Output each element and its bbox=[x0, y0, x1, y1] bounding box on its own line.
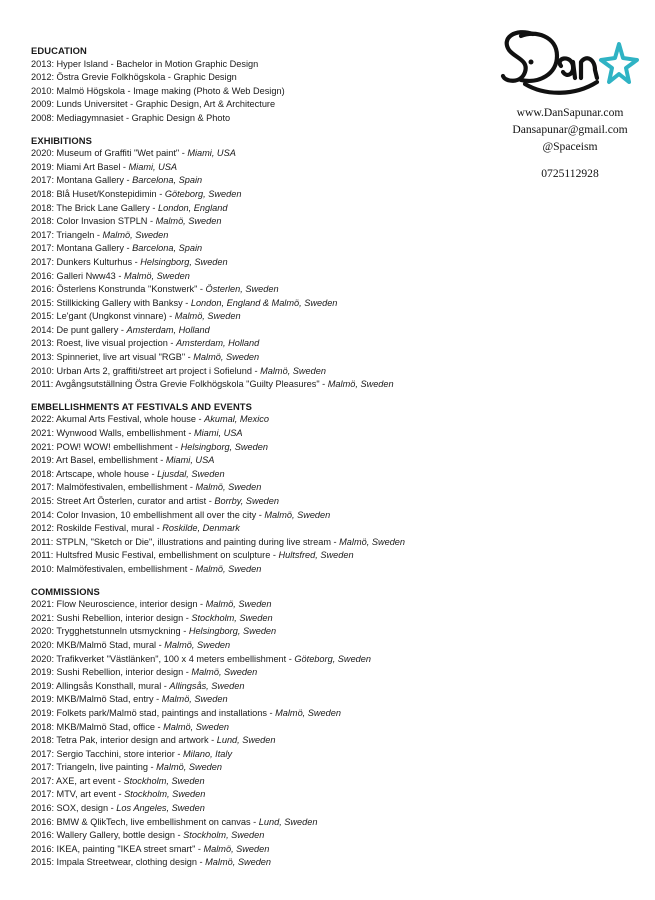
list-item bbox=[31, 147, 486, 161]
list-item bbox=[31, 413, 486, 427]
entry-text: 2015: Impala Streetwear, clothing design - bbox=[31, 857, 206, 868]
entry-text: 2022: Akumal Arts Festival, whole house - bbox=[31, 414, 205, 425]
entry-text: 2013: Spinneriet, live art visual "RGB" - bbox=[31, 352, 194, 363]
entry-text: 2017: Montana Gallery - bbox=[31, 175, 133, 186]
entry-place: Stockholm, Sweden bbox=[124, 789, 206, 800]
list-item bbox=[31, 112, 486, 126]
entry-place: London, England bbox=[158, 202, 228, 213]
entry-text: 2014: De punt gallery - bbox=[31, 324, 127, 335]
entry-text: 2018: Blå Huset/Konstepidimin - bbox=[31, 188, 165, 199]
entry-text: 2021: Flow Neuroscience, interior design - bbox=[31, 599, 206, 610]
entry-text: 2008: Mediagymnasiet - Graphic Design & Photo bbox=[31, 112, 231, 123]
entry-text: 2017: Malmöfestivalen, embellishment - bbox=[31, 482, 196, 493]
entry-text: 2019: Folkets park/Malmö stad, paintings and installations - bbox=[31, 707, 276, 718]
entry-text: 2010: Malmöfestivalen, embellishment - bbox=[31, 563, 196, 574]
entry-text: 2016: IKEA, painting "IKEA street smart" - bbox=[31, 843, 204, 854]
entry-place: Helsingborg, Sweden bbox=[188, 626, 277, 637]
entry-text: 2011: Hultsfred Music Festival, embellishment on sculpture - bbox=[31, 550, 279, 561]
list-item bbox=[31, 202, 486, 216]
entry-place: Stockholm, Sweden bbox=[191, 612, 273, 623]
entry-place: Akumal, Mexico bbox=[204, 414, 269, 425]
entry-place: Malmö, Sweden bbox=[174, 311, 241, 322]
entry-place: Miami, USA bbox=[165, 455, 215, 466]
section-education bbox=[31, 44, 486, 126]
dan-logo bbox=[495, 22, 645, 104]
section-embellishments bbox=[31, 400, 486, 577]
list-item bbox=[31, 816, 486, 830]
list-item bbox=[31, 242, 486, 256]
list-item bbox=[31, 283, 486, 297]
entry-place: London, England & Malmö, Sweden bbox=[190, 297, 338, 308]
section-exhibitions bbox=[31, 134, 486, 392]
entry-place: Malmö, Sweden bbox=[195, 482, 262, 493]
entry-text: 2013: Roest, live visual projection - bbox=[31, 338, 177, 349]
entry-place: Milano, Italy bbox=[183, 748, 233, 759]
entry-place: Malmö, Sweden bbox=[203, 843, 270, 854]
list-item bbox=[31, 337, 486, 351]
entry-place: Borrby, Sweden bbox=[214, 496, 280, 506]
section-commissions bbox=[31, 585, 486, 870]
list-item bbox=[31, 612, 486, 626]
list-item bbox=[31, 310, 486, 324]
list-item bbox=[31, 324, 486, 338]
list-item bbox=[31, 215, 486, 229]
entry-text: 2017: Triangeln - bbox=[31, 229, 103, 240]
list-item bbox=[31, 98, 486, 112]
section-title-commissions: COMMISSIONS bbox=[31, 585, 100, 597]
list-item bbox=[31, 693, 486, 707]
entry-text: 2016: BMW & QlikTech, live embellishment on canvas - bbox=[31, 816, 259, 827]
website-link[interactable]: www.DanSapunar.com bbox=[516, 106, 624, 119]
entry-place: Miami, USA bbox=[128, 161, 178, 172]
list-item bbox=[31, 549, 486, 563]
list-item bbox=[31, 666, 486, 680]
list-item bbox=[31, 58, 486, 72]
list-item bbox=[31, 522, 486, 536]
entry-place: Malmö, Sweden bbox=[161, 694, 228, 705]
entry-text: 2018: Artscape, whole house - bbox=[31, 468, 158, 479]
entry-place: Malmö, Sweden bbox=[191, 667, 258, 678]
embellishments-list bbox=[31, 413, 486, 576]
list-item bbox=[31, 761, 486, 775]
social-handle: @Spaceism bbox=[542, 140, 598, 153]
list-item bbox=[31, 427, 486, 441]
entry-text: 2013: Hyper Island - Bachelor in Motion Graphic Design bbox=[31, 58, 259, 69]
entry-text: 2021: Wynwood Walls, embellishment - bbox=[31, 428, 194, 439]
entry-place: Miami, USA bbox=[187, 148, 236, 159]
commissions-list bbox=[31, 598, 486, 870]
list-item bbox=[31, 856, 486, 870]
entry-place: Malmö, Sweden bbox=[205, 599, 272, 610]
entry-text: 2015: Stillkicking Gallery with Banksy - bbox=[31, 297, 191, 308]
entry-text: 2015: Street Art Österlen, curator and artist - bbox=[31, 496, 215, 506]
entry-text: 2018: The Brick Lane Gallery - bbox=[31, 202, 158, 213]
entry-place: Göteborg, Sweden bbox=[294, 653, 372, 664]
entry-text: 2017: Sergio Tacchini, store interior - bbox=[31, 748, 184, 759]
section-title-exhibitions: EXHIBITIONS bbox=[31, 134, 93, 146]
entry-place: Lund, Sweden bbox=[258, 816, 318, 827]
entry-text: 2021: POW! WOW! embellishment - bbox=[31, 441, 181, 452]
entry-text: 2020: Trygghetstunneln utsmyckning - bbox=[31, 626, 189, 637]
phone-number: 0725112928 bbox=[541, 167, 599, 180]
entry-text: 2017: Montana Gallery - bbox=[31, 243, 133, 254]
entry-text: 2014: Color Invasion, 10 embellishment all over the city - bbox=[31, 509, 265, 520]
entry-text: 2011: Avgångsutställning Östra Grevie Folkhögskola "Guilty Pleasures" - bbox=[31, 379, 328, 390]
list-item bbox=[31, 802, 486, 816]
list-item bbox=[31, 721, 486, 735]
list-item bbox=[31, 653, 486, 667]
entry-place: Malmö, Sweden bbox=[339, 536, 406, 547]
entry-text: 2019: Allingsås Konsthall, mural - bbox=[31, 680, 170, 691]
exhibitions-list bbox=[31, 147, 486, 392]
list-item bbox=[31, 85, 486, 99]
entry-text: 2010: Malmö Högskola - Image making (Photo & Web Design) bbox=[31, 85, 285, 96]
entry-place: Stockholm, Sweden bbox=[183, 830, 265, 841]
entry-place: Malmö, Sweden bbox=[195, 563, 262, 574]
cv-content bbox=[31, 44, 486, 870]
contact-block bbox=[485, 22, 655, 182]
list-item bbox=[31, 441, 486, 455]
entry-text: 2012: Östra Grevie Folkhögskola - Graphic Design bbox=[31, 72, 237, 83]
entry-place: Malmö, Sweden bbox=[327, 379, 394, 390]
entry-place: Göteborg, Sweden bbox=[164, 188, 242, 199]
entry-place: Malmö, Sweden bbox=[164, 639, 231, 650]
entry-text: 2009: Lunds Universitet - Graphic Design, Art & Architecture bbox=[31, 99, 276, 110]
entry-place: Malmö, Sweden bbox=[123, 270, 190, 281]
entry-place: Barcelona, Spain bbox=[132, 175, 203, 186]
email-link[interactable]: Dansapunar@gmail.com bbox=[512, 123, 628, 136]
entry-place: Allingsås, Sweden bbox=[169, 680, 245, 691]
entry-place: Lund, Sweden bbox=[216, 735, 276, 746]
entry-place: Roskilde, Denmark bbox=[162, 523, 240, 534]
list-item bbox=[31, 71, 486, 85]
entry-text: 2018: Color Invasion STPLN - bbox=[31, 216, 156, 227]
list-item bbox=[31, 734, 486, 748]
entry-place: Los Angeles, Sweden bbox=[116, 803, 205, 814]
list-item bbox=[31, 680, 486, 694]
entry-place: Barcelona, Spain bbox=[132, 243, 203, 254]
entry-text: 2017: MTV, art event - bbox=[31, 789, 125, 800]
list-item bbox=[31, 536, 486, 550]
entry-text: 2017: AXE, art event - bbox=[31, 775, 124, 786]
list-item bbox=[31, 229, 486, 243]
list-item bbox=[31, 297, 486, 311]
education-list bbox=[31, 58, 486, 126]
entry-place: Malmö, Sweden bbox=[163, 721, 229, 732]
list-item bbox=[31, 174, 486, 188]
entry-place: Malmö, Sweden bbox=[275, 707, 341, 718]
entry-text: 2019: MKB/Malmö Stad, entry - bbox=[31, 694, 162, 705]
entry-place: Malmö, Sweden bbox=[156, 762, 223, 773]
entry-text: 2010: Urban Arts 2, graffiti/street art project i Sofielund - bbox=[31, 365, 261, 376]
entry-text: 2016: Wallery Gallery, bottle design - bbox=[31, 830, 184, 841]
list-item bbox=[31, 843, 486, 857]
list-item bbox=[31, 256, 486, 270]
entry-text: 2021: Sushi Rebellion, interior design - bbox=[31, 612, 192, 623]
list-item bbox=[31, 351, 486, 365]
entry-place: Miami, USA bbox=[193, 428, 243, 439]
entry-place: Helsingborg, Sweden bbox=[140, 256, 228, 267]
entry-place: Österlen, Sweden bbox=[205, 284, 279, 295]
entry-text: 2020: Trafikverket "Västlänken", 100 x 4 meters embellishment - bbox=[31, 653, 295, 664]
list-item bbox=[31, 378, 486, 392]
list-item bbox=[31, 639, 486, 653]
list-item bbox=[31, 775, 486, 789]
entry-place: Malmö, Sweden bbox=[193, 352, 260, 363]
list-item bbox=[31, 188, 486, 202]
list-item bbox=[31, 625, 486, 639]
section-title-education: EDUCATION bbox=[31, 45, 87, 56]
entry-place: Hultsfred, Sweden bbox=[278, 550, 354, 561]
entry-text: 2016: Galleri Nww43 - bbox=[31, 270, 124, 281]
entry-place: Malmö, Sweden bbox=[155, 216, 222, 227]
entry-place: Malmö, Sweden bbox=[205, 857, 272, 868]
entry-text: 2016: SOX, design - bbox=[31, 803, 117, 814]
section-title-embellishments: EMBELLISHMENTS AT FESTIVALS AND EVENTS bbox=[31, 400, 252, 412]
star-icon bbox=[601, 44, 637, 82]
list-item bbox=[31, 454, 486, 468]
list-item bbox=[31, 829, 486, 843]
entry-text: 2018: Tetra Pak, interior design and artwork - bbox=[31, 735, 217, 746]
entry-text: 2019: Sushi Rebellion, interior design - bbox=[31, 667, 192, 678]
entry-text: 2011: STPLN, "Sketch or Die", illustrations and painting during live stream - bbox=[31, 536, 340, 547]
list-item bbox=[31, 495, 486, 509]
list-item bbox=[31, 563, 486, 577]
entry-text: 2018: MKB/Malmö Stad, office - bbox=[31, 721, 164, 732]
list-item bbox=[31, 598, 486, 612]
list-item bbox=[31, 270, 486, 284]
entry-place: Malmö, Sweden bbox=[264, 509, 331, 520]
list-item bbox=[31, 468, 486, 482]
entry-text: 2020: Museum of Graffiti "Wet paint" - bbox=[31, 148, 188, 159]
entry-text: 2019: Art Basel, embellishment - bbox=[31, 455, 166, 466]
list-item bbox=[31, 748, 486, 762]
list-item bbox=[31, 365, 486, 379]
entry-place: Ljusdal, Sweden bbox=[157, 468, 225, 479]
entry-text: 2020: MKB/Malmö Stad, mural - bbox=[31, 639, 165, 650]
entry-place: Amsterdam, Holland bbox=[176, 338, 260, 349]
list-item bbox=[31, 707, 486, 721]
entry-text: 2016: Österlens Konstrunda "Konstwerk" - bbox=[31, 284, 206, 295]
entry-text: 2017: Dunkers Kulturhus - bbox=[31, 256, 141, 267]
entry-text: 2017: Triangeln, live painting - bbox=[31, 762, 157, 773]
list-item bbox=[31, 161, 486, 175]
list-item bbox=[31, 788, 486, 802]
entry-place: Stockholm, Sweden bbox=[123, 775, 205, 786]
entry-text: 2012: Roskilde Festival, mural - bbox=[31, 523, 163, 534]
entry-place: Malmö, Sweden bbox=[102, 229, 169, 240]
entry-place: Amsterdam, Holland bbox=[126, 324, 210, 335]
list-item bbox=[31, 509, 486, 523]
list-item bbox=[31, 481, 486, 495]
entry-place: Helsingborg, Sweden bbox=[180, 441, 268, 452]
entry-place: Malmö, Sweden bbox=[260, 365, 326, 376]
entry-text: 2015: Le'gant (Ungkonst vinnare) - bbox=[31, 311, 175, 322]
entry-text: 2019: Miami Art Basel - bbox=[31, 161, 129, 172]
